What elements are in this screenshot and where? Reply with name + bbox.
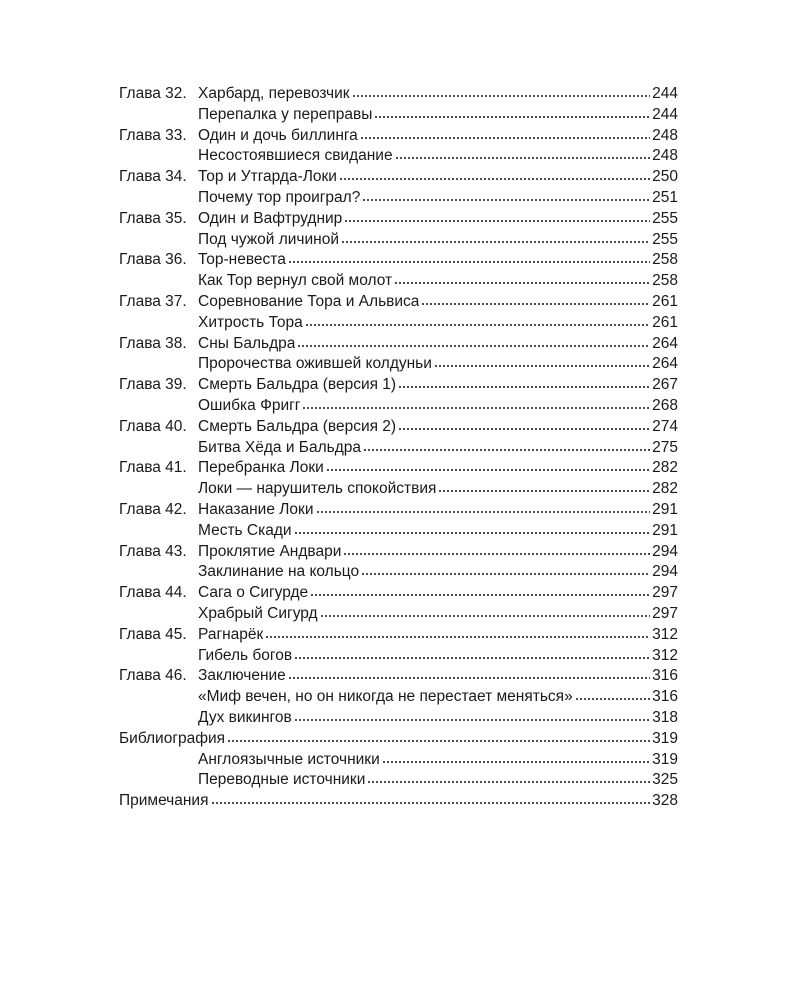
entry-title: Сага о Сигурде [198, 584, 309, 602]
page-number: 325 [652, 771, 678, 789]
table-of-contents [119, 84, 678, 812]
entry-title: Проклятие Андвари [198, 542, 342, 560]
chapter-number: Глава 46. [119, 667, 187, 685]
toc-entry[interactable] [119, 292, 678, 313]
page-number: 297 [652, 604, 678, 622]
toc-entry[interactable] [119, 84, 678, 105]
dot-leader [434, 364, 650, 368]
dot-leader [305, 323, 650, 327]
dot-leader [352, 94, 651, 98]
toc-entry[interactable] [119, 250, 678, 271]
entry-title: Тор и Утгарда-Локи [198, 168, 337, 186]
toc-entry[interactable] [119, 375, 678, 396]
toc-entry[interactable] [119, 604, 678, 625]
page-number: 248 [652, 147, 678, 165]
toc-entry[interactable] [119, 500, 678, 521]
page-number: 250 [652, 168, 678, 186]
page-number: 316 [652, 688, 678, 706]
toc-entry[interactable] [119, 479, 678, 500]
page-number: 258 [652, 272, 678, 290]
entry-title: Ошибка Фригг [198, 396, 301, 414]
page-number: 282 [652, 459, 678, 477]
dot-leader [344, 219, 650, 223]
page-number: 319 [652, 750, 678, 768]
entry-title: Хитрость Тора [198, 313, 303, 331]
toc-entry[interactable] [119, 230, 678, 251]
toc-entry[interactable] [119, 188, 678, 209]
entry-title: Заключение [198, 667, 286, 685]
chapter-number: Глава 33. [119, 126, 187, 144]
entry-title: Под чужой личиной [198, 230, 339, 248]
dot-leader [341, 240, 650, 244]
dot-leader [421, 302, 650, 306]
dot-leader [360, 136, 650, 140]
chapter-number: Глава 39. [119, 376, 187, 394]
entry-title: Перепалка у переправы [198, 105, 373, 123]
page-number: 267 [652, 376, 678, 394]
dot-leader [343, 552, 650, 556]
page-number: 255 [652, 209, 678, 227]
dot-leader [302, 406, 650, 410]
entry-title: Месть Скади [198, 521, 292, 539]
toc-section-entry[interactable] [119, 791, 678, 812]
dot-leader [361, 572, 650, 576]
dot-leader [294, 531, 651, 535]
toc-entry[interactable] [119, 562, 678, 583]
page-number: 294 [652, 542, 678, 560]
toc-entry[interactable] [119, 417, 678, 438]
page-number: 248 [652, 126, 678, 144]
entry-title: Битва Хёда и Бальдра [198, 438, 362, 456]
entry-title: Заклинание на кольцо [198, 563, 360, 581]
dot-leader [320, 614, 651, 618]
dot-leader [363, 448, 650, 452]
entry-title: Сны Бальдра [198, 334, 296, 352]
entry-title: Библиография [119, 729, 226, 747]
chapter-number: Глава 38. [119, 334, 187, 352]
page-number: 297 [652, 584, 678, 602]
dot-leader [316, 510, 651, 514]
dot-leader [288, 676, 650, 680]
dot-leader [575, 697, 650, 701]
dot-leader [310, 593, 650, 597]
toc-entry[interactable] [119, 542, 678, 563]
entry-title: Почему тор проиграл? [198, 188, 361, 206]
toc-entry[interactable] [119, 438, 678, 459]
entry-title: Перебранка Локи [198, 459, 324, 477]
entry-title: Смерть Бальдра (версия 2) [198, 417, 397, 435]
dot-leader [395, 156, 651, 160]
toc-entry[interactable] [119, 167, 678, 188]
dot-leader [211, 801, 651, 805]
page-number: 251 [652, 188, 678, 206]
dot-leader [294, 656, 650, 660]
entry-title: Соревнование Тора и Альвиса [198, 292, 420, 310]
dot-leader [374, 115, 650, 119]
entry-title: «Миф вечен, но он никогда не перестает меняться» [198, 688, 573, 706]
toc-section-entry[interactable] [119, 729, 678, 750]
dot-leader [297, 344, 650, 348]
toc-entry[interactable] [119, 687, 678, 708]
chapter-number: Глава 34. [119, 168, 187, 186]
toc-entry[interactable] [119, 521, 678, 542]
page-number: 328 [652, 792, 678, 810]
dot-leader [288, 260, 650, 264]
chapter-number: Глава 35. [119, 209, 187, 227]
toc-entry[interactable] [119, 146, 678, 167]
page-number: 268 [652, 396, 678, 414]
entry-title: Примечания [119, 792, 209, 810]
toc-entry[interactable] [119, 625, 678, 646]
entry-title: Наказание Локи [198, 500, 314, 518]
entry-title: Харбард, перевозчик [198, 85, 350, 102]
dot-leader [362, 198, 650, 202]
entry-title: Храбрый Сигурд [198, 604, 318, 622]
dot-leader [398, 385, 650, 389]
dot-leader [382, 760, 650, 764]
toc-entry[interactable] [119, 770, 678, 791]
entry-title: Локи — нарушитель спокойствия [198, 480, 437, 498]
toc-entry[interactable] [119, 750, 678, 771]
entry-title: Дух викингов [198, 708, 292, 726]
dot-leader [394, 281, 650, 285]
entry-title: Пророчества ожившей колдуньи [198, 355, 432, 373]
entry-title: Один и Вафтруднир [198, 209, 343, 227]
entry-title: Один и дочь биллинга [198, 126, 358, 144]
entry-title: Переводные источники [198, 771, 366, 789]
toc-entry[interactable] [119, 334, 678, 355]
chapter-number: Глава 42. [119, 500, 187, 518]
page-number: 261 [652, 292, 678, 310]
toc-entry[interactable] [119, 209, 678, 230]
entry-title: Смерть Бальдра (версия 1) [198, 376, 397, 394]
dot-leader [294, 718, 650, 722]
dot-leader [438, 489, 650, 493]
toc-entry[interactable] [119, 271, 678, 292]
dot-leader [326, 468, 650, 472]
toc-entry[interactable] [119, 458, 678, 479]
page-number: 316 [652, 667, 678, 685]
toc-entry[interactable] [119, 126, 678, 147]
toc-entry[interactable] [119, 354, 678, 375]
toc-entry[interactable] [119, 666, 678, 687]
entry-title: Тор-невеста [198, 251, 286, 269]
toc-entry[interactable] [119, 313, 678, 334]
dot-leader [367, 780, 650, 784]
page-number: 275 [652, 438, 678, 456]
dot-leader [265, 635, 650, 639]
chapter-number: Глава 36. [119, 251, 187, 269]
page-number: 255 [652, 230, 678, 248]
toc-entry[interactable] [119, 396, 678, 417]
page-number: 291 [652, 521, 678, 539]
entry-title: Несостоявшиеся свидание [198, 147, 393, 165]
page-number: 261 [652, 313, 678, 331]
page-number: 319 [652, 729, 678, 747]
page-number: 258 [652, 251, 678, 269]
toc-entry[interactable] [119, 583, 678, 604]
entry-title: Англоязычные источники [198, 750, 380, 768]
chapter-number: Глава 32. [119, 85, 187, 102]
entry-title: Рагнарёк [198, 625, 264, 643]
chapter-number: Глава 40. [119, 417, 187, 435]
chapter-number: Глава 41. [119, 459, 187, 477]
entry-title: Гибель богов [198, 646, 293, 664]
chapter-number: Глава 45. [119, 625, 187, 643]
chapter-number: Глава 43. [119, 542, 187, 560]
page-number: 294 [652, 563, 678, 581]
dot-leader [227, 739, 650, 743]
page-number: 282 [652, 480, 678, 498]
page-number: 244 [652, 85, 678, 102]
page-number: 312 [652, 625, 678, 643]
page-number: 312 [652, 646, 678, 664]
toc-entry[interactable] [119, 646, 678, 667]
page-number: 264 [652, 355, 678, 373]
page-number: 274 [652, 417, 678, 435]
toc-entry[interactable] [119, 105, 678, 126]
entry-title: Как Тор вернул свой молот [198, 272, 393, 290]
dot-leader [339, 177, 650, 181]
chapter-number: Глава 37. [119, 292, 187, 310]
page-number: 318 [652, 708, 678, 726]
page-number: 291 [652, 500, 678, 518]
dot-leader [398, 427, 650, 431]
chapter-number: Глава 44. [119, 584, 187, 602]
toc-entry[interactable] [119, 708, 678, 729]
page-number: 264 [652, 334, 678, 352]
page-number: 244 [652, 105, 678, 123]
